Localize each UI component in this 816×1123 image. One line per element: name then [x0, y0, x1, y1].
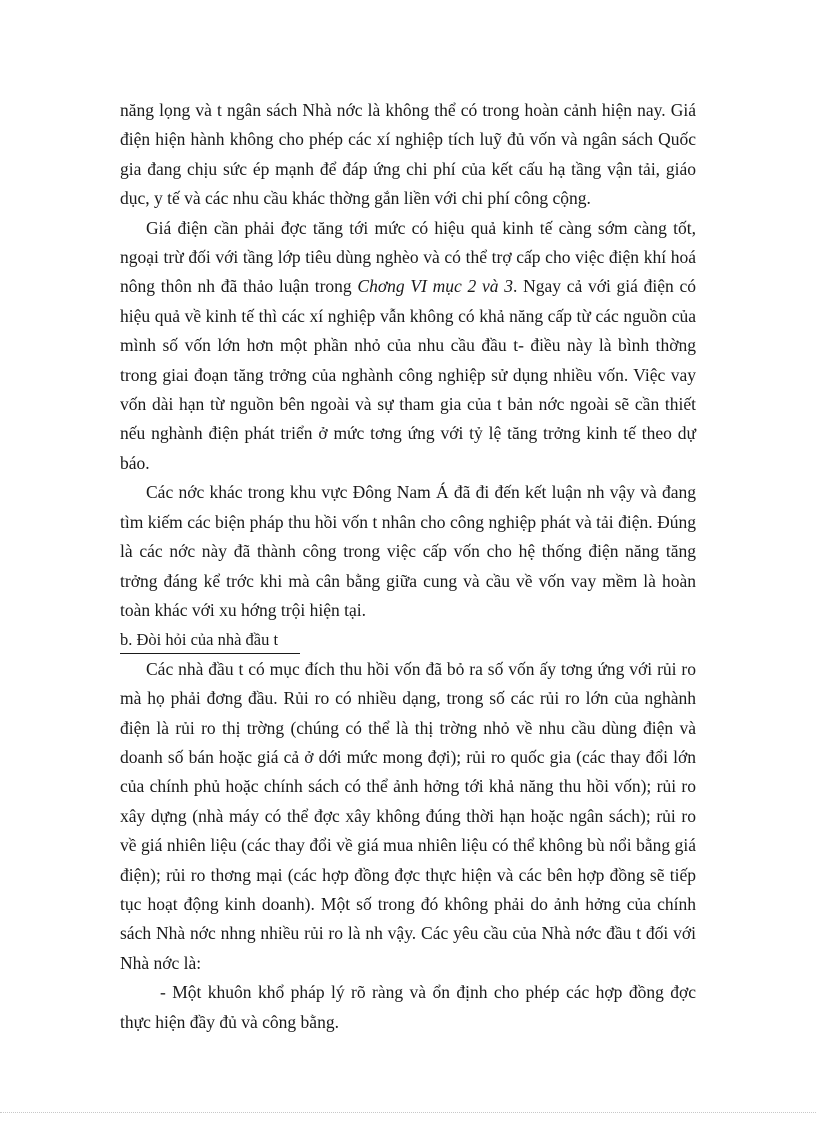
- paragraph-4: Các nhà đầu t có mục đích thu hồi vốn đã bỏ ra số vốn ấy tơng ứng với rủi ro mà họ phải đơng đầu. Rủi ro có nhiều dạng, trong số các rủi ro lớn của nghành điện là rủi ro thị trờng (chúng có thể là thị trờng nhỏ về nhu cầu dùng điện và doanh số bán hoặc giá cả ở dới mức mong đợi); rủi ro quốc gia (các thay đổi lớn của chính phủ hoặc chính sách có thể ảnh hởng tới khả năng thu hồi vốn); rủi ro xây dựng (nhà máy có thể đợc xây không đúng thời hạn hoặc ngân sách); rủi ro về giá nhiên liệu (các thay đổi về giá mua nhiên liệu có thể không bù nổi bằng giá điện); rủi ro thơng mại (các hợp đồng đợc thực hiện và các bên hợp đồng sẽ tiếp tục hoạt động kinh doanh). Một số trong đó không phải do ảnh hởng của chính sách Nhà nớc nhng nhiều rủi ro là nh vậy. Các yêu cầu của Nhà nớc đầu t đối với Nhà nớc là:: [120, 658, 696, 973]
- paragraph-2: [120, 214, 696, 479]
- document-page: [120, 96, 696, 1037]
- paragraph-2-text-a: Giá điện cần phải đợc tăng tới mức có hiệu quả kinh tế càng sớm càng tốt, ngoại trừ đối với tầng lớp tiêu dùng nghèo và có thể trợ cấp cho việc điện khí hoá nông thôn nh đã thảo luận trong: [120, 217, 696, 297]
- page-bottom-divider: [0, 1112, 816, 1113]
- paragraph-2-text-b: . Ngay cả với giá điện có hiệu quả về kinh tế thì các xí nghiệp vẫn không có khả năng cấp từ các nguồn của mình số vốn lớn hơn một phần nhỏ của nhu cầu đầu t- điều này là bình thờng trong giai đoạn tăng trởng của nghành công nghiệp sử dụng nhiều vốn. Việc vay vốn dài hạn từ nguồn bên ngoài và sự tham gia của t bản nớc ngoài sẽ cần thiết nếu nghành điện phát triển ở mức tơng ứng với tỷ lệ tăng trởng kinh tế theo dự báo.: [120, 276, 697, 473]
- paragraph-1: năng lọng và t ngân sách Nhà nớc là không thể có trong hoàn cảnh hiện nay. Giá điện hiện hành không cho phép các xí nghiệp tích luỹ đủ vốn và ngân sách Quốc gia đang chịu sức ép mạnh để đáp ứng chi phí của kết cấu hạ tầng vận tải, giáo dục, y tế và các nhu cầu khác thờng gắn liền với chi phí công cộng.: [120, 100, 696, 209]
- paragraph-5: - Một khuôn khổ pháp lý rõ ràng và ổn định cho phép các hợp đồng đợc thực hiện đầy đủ và công bằng.: [120, 982, 696, 1032]
- paragraph-2-chapter-ref: Chơng VI mục 2 và 3: [357, 276, 513, 297]
- section-heading-wrap: [120, 625, 696, 654]
- section-heading: b. Đòi hỏi của nhà đầu t: [120, 627, 300, 654]
- paragraph-3: Các nớc khác trong khu vực Đông Nam Á đã đi đến kết luận nh vậy và đang tìm kiếm các biện pháp thu hồi vốn t nhân cho công nghiệp phát và tải điện. Đúng là các nớc này đã thành công trong việc cấp vốn cho hệ thống điện năng tăng trởng đáng kể trớc khi mà cân bằng giữa cung và cầu về vốn vay mềm là hoàn toàn khác với xu hớng trội hiện tại.: [120, 482, 696, 620]
